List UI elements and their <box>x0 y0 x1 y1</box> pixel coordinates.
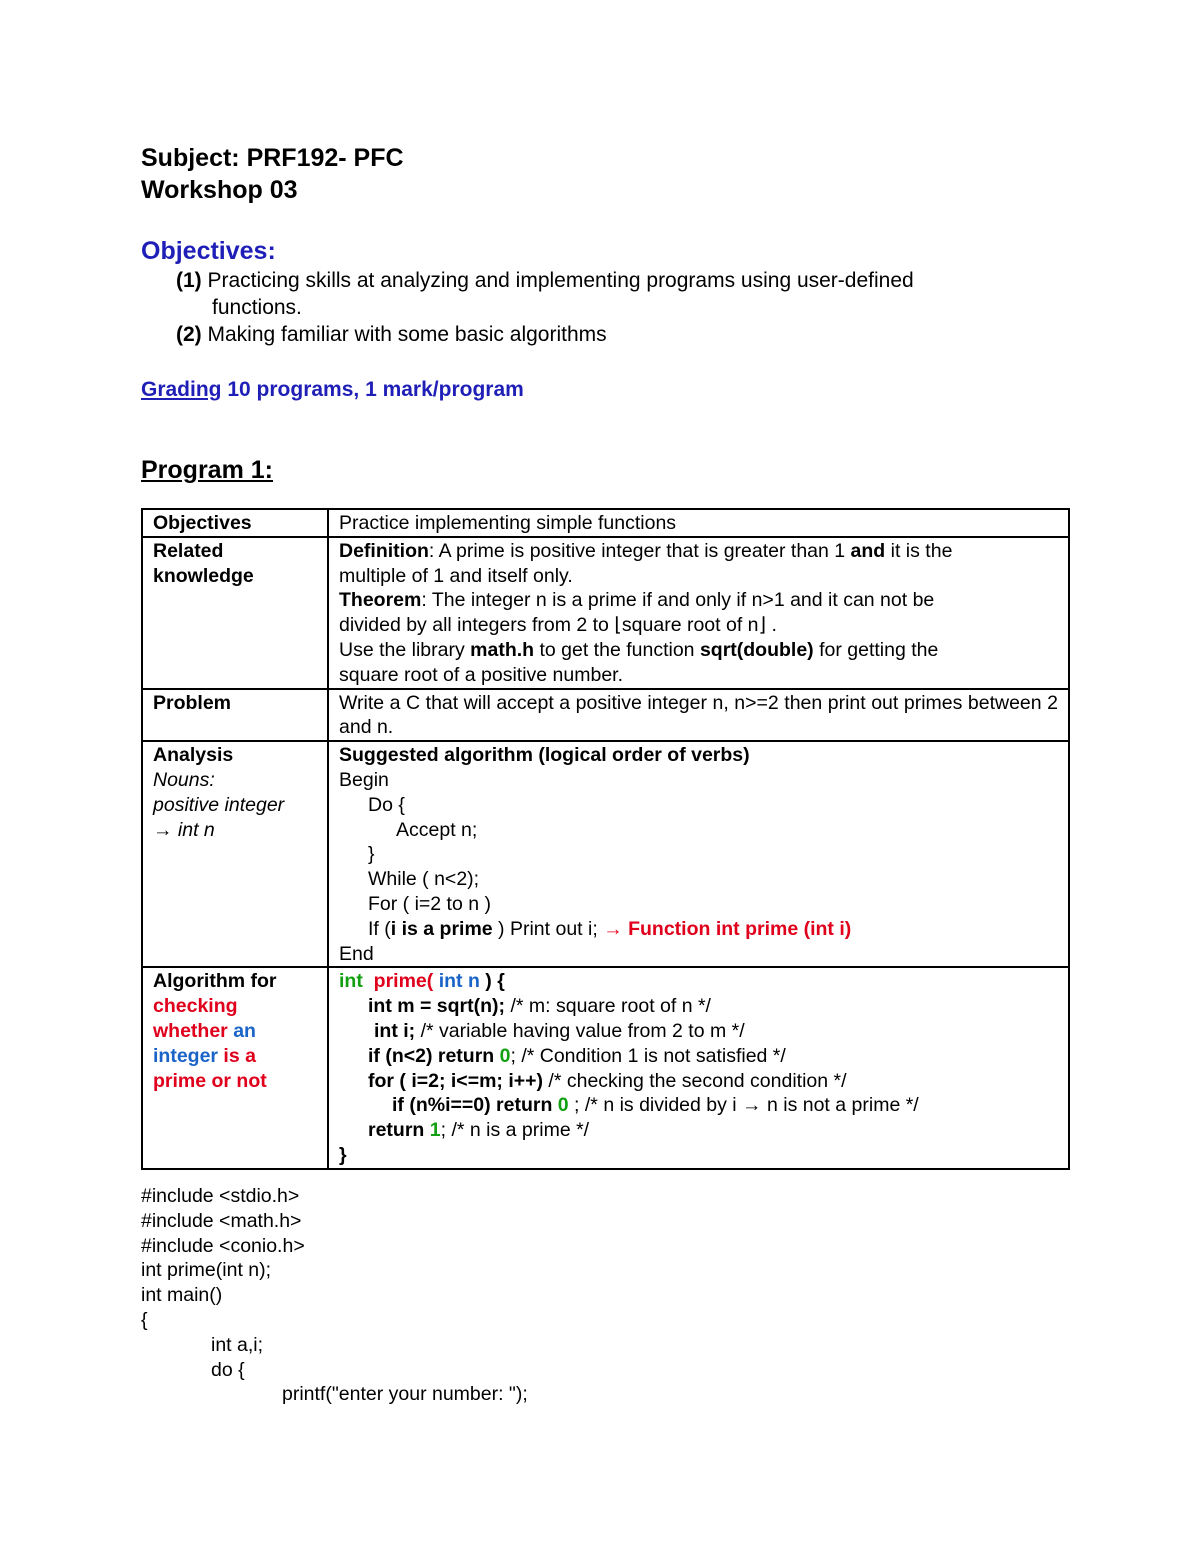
code-line: int main() <box>141 1284 223 1307</box>
table-row-related-knowledge <box>142 537 1069 689</box>
code-line: #include <stdio.h> <box>141 1185 300 1207</box>
objective-number: (1) <box>176 269 202 292</box>
row-content: Practice implementing simple functions <box>328 509 1069 537</box>
table-row-objectives <box>142 509 1069 537</box>
objective-text: Making familiar with some basic algorithms <box>201 323 607 346</box>
code-line: printf("enter your number: "); <box>282 1383 528 1406</box>
table-row-algorithm <box>142 967 1069 1168</box>
program-1-heading: Program 1: <box>141 456 273 484</box>
source-code <box>141 1184 528 1407</box>
objective-item-1-continued: functions. <box>212 296 302 319</box>
objective-text: Practicing skills at analyzing and implementing programs using user-defined <box>201 269 914 292</box>
code-line: #include <math.h> <box>141 1209 302 1232</box>
row-content: int prime( int n ) { int m = sqrt(n); /* m: square root of n */ int i; /* variable having value from 2 to m */ if (n<2) return 0; /* Condition 1 is not satisfied */ for ( i=2; i<=m; i++) /* checking the second condition */ if (n%i==0) return 0 ; /* n is divided by i → n is not a prime */ return 1; /* n is a prime */ } <box>328 967 1069 1168</box>
objectives-heading: Objectives: <box>141 237 276 265</box>
code-line: do { <box>211 1358 245 1381</box>
row-label: Related knowledge <box>142 537 328 689</box>
table-row-problem <box>142 689 1069 742</box>
code-line: { <box>141 1308 148 1331</box>
grading-line <box>141 377 524 403</box>
row-label: Algorithm for checking whether an integer is a prime or not <box>142 967 328 1168</box>
code-line: int prime(int n); <box>141 1259 272 1282</box>
workshop-heading: Workshop 03 <box>141 176 298 204</box>
row-content: Suggested algorithm (logical order of verbs) Begin Do { Accept n; } While ( n<2); For ( i=2 to n ) If (i is a prime ) Print out i; → Function int prime (int i) End <box>328 741 1069 967</box>
objective-number: (2) <box>176 323 202 346</box>
row-content: Definition: A prime is positive integer that is greater than 1 and it is the multiple of 1 and itself only. Theorem: The integer n is a prime if and only if n>1 and it can not be divided by all integers from 2 to ⌊square root of n⌋ . Use the library math.h to get the function sqrt(double) for getting the square root of a positive number. <box>328 537 1069 689</box>
row-label: Objectives <box>142 509 328 537</box>
code-line: #include <conio.h> <box>141 1234 305 1257</box>
grading-text: 10 programs, 1 mark/program <box>221 378 524 401</box>
program-1-table <box>141 508 1070 1170</box>
row-content: Write a C that will accept a positive integer n, n>=2 then print out primes between 2 and n. <box>328 689 1069 742</box>
objective-item-2 <box>176 322 607 348</box>
row-label: Problem <box>142 689 328 742</box>
code-line: int a,i; <box>211 1333 264 1356</box>
objective-item-1 <box>176 268 914 294</box>
table-row-analysis <box>142 741 1069 967</box>
grading-label: Grading <box>141 378 222 401</box>
subject-heading: Subject: PRF192- PFC <box>141 144 404 172</box>
row-label: Analysis Nouns: positive integer → int n <box>142 741 328 967</box>
